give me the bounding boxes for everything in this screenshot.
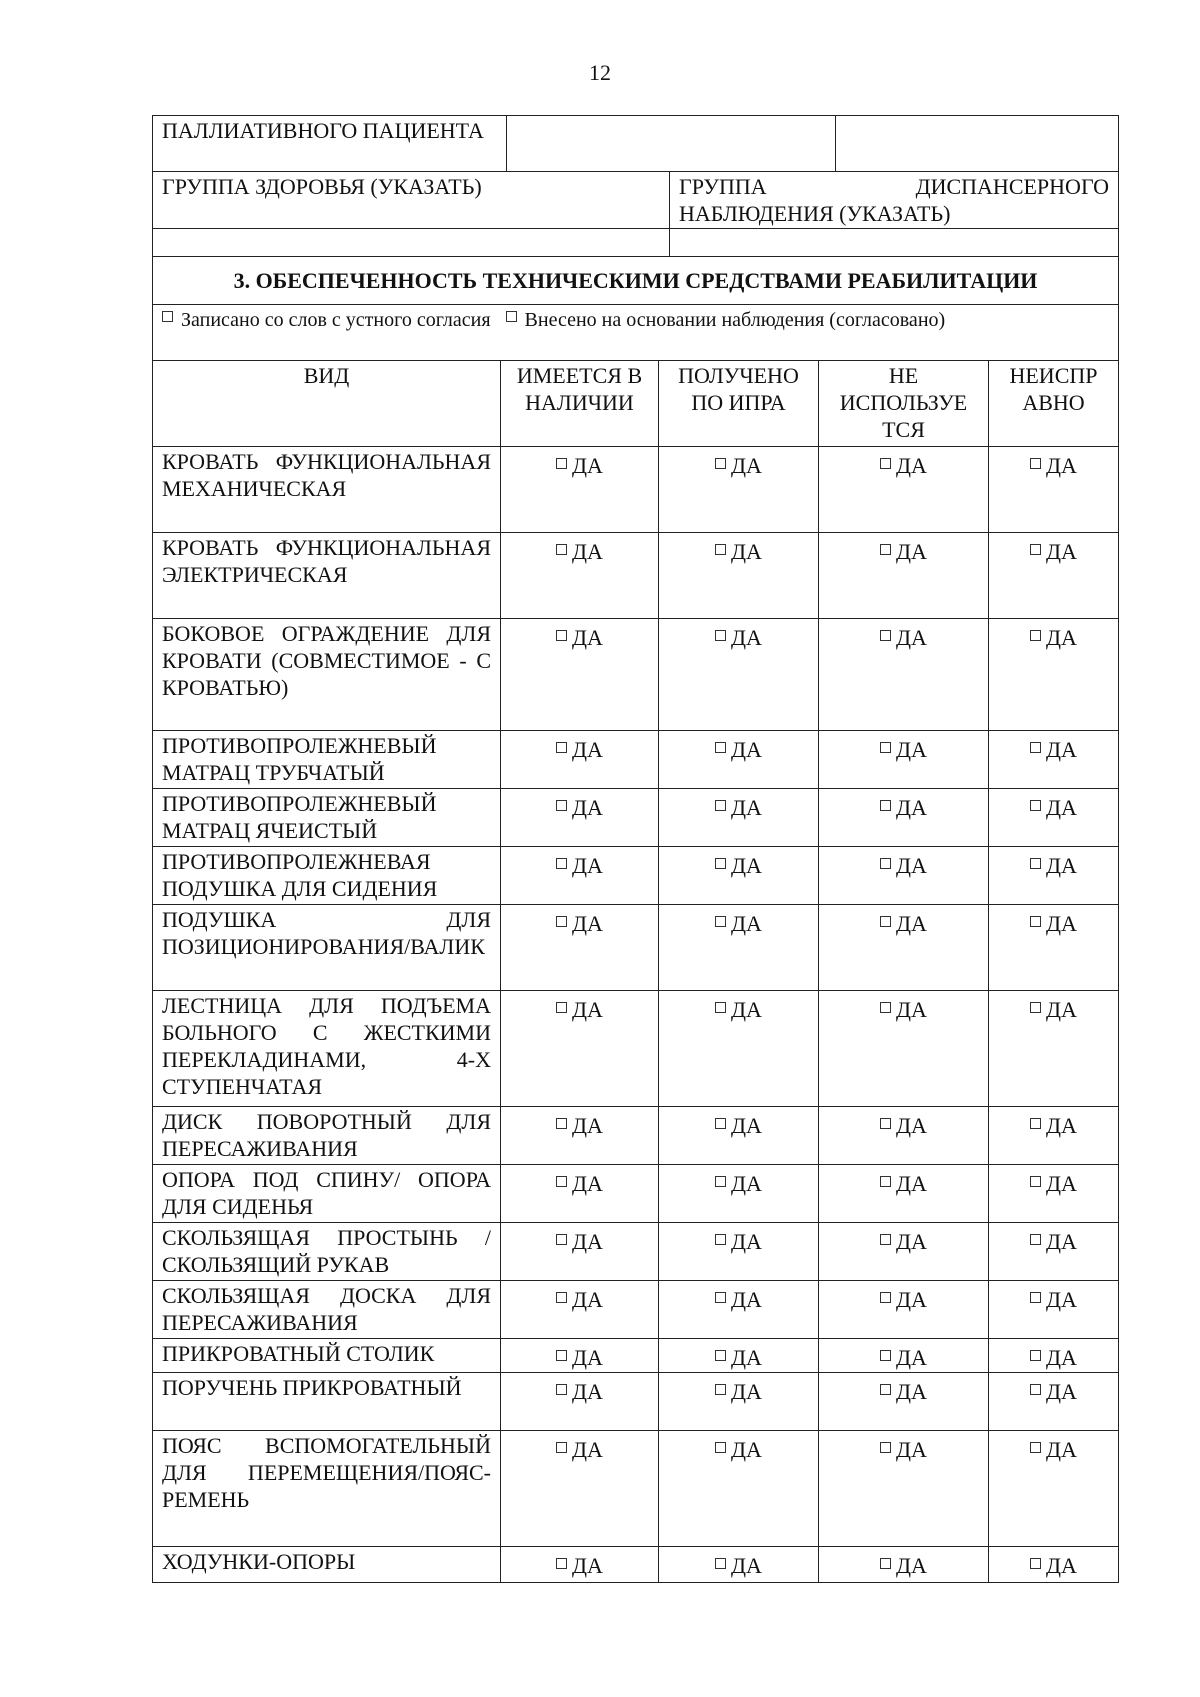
checkbox-received-ipra[interactable]: [715, 1234, 726, 1245]
cell-available: [501, 1281, 659, 1339]
checkbox-received-ipra[interactable]: [715, 544, 726, 555]
equipment-name: ПРОТИВОПРОЛЕЖНЕВАЯ ПОДУШКА ДЛЯ СИДЕНИЯ: [153, 847, 501, 905]
checkbox-label: ДА: [572, 795, 603, 820]
checkbox-label: ДА: [572, 1287, 603, 1312]
checkbox-broken[interactable]: [1030, 630, 1041, 641]
cell-received-ipra: [659, 1281, 819, 1339]
checkbox-not-used[interactable]: [880, 858, 891, 869]
checkbox-received-ipra[interactable]: [715, 1176, 726, 1187]
checkbox-label: ДА: [731, 1553, 762, 1578]
cell-available: [501, 1547, 659, 1583]
checkbox-received-ipra[interactable]: [715, 742, 726, 753]
header-broken: НЕИСПР АВНО: [989, 361, 1119, 447]
cell-received-ipra: [659, 1373, 819, 1431]
palliative-patient-field[interactable]: [507, 116, 836, 172]
checkbox-not-used[interactable]: [880, 1384, 891, 1395]
checkbox-received-ipra[interactable]: [715, 1118, 726, 1129]
cell-received-ipra: [659, 1107, 819, 1165]
cell-received-ipra: [659, 991, 819, 1107]
checkbox-label: ДА: [572, 997, 603, 1022]
table-row: [153, 905, 1119, 991]
cell-broken: [989, 619, 1119, 731]
checkbox-available[interactable]: [556, 1384, 567, 1395]
checkbox-label: ДА: [896, 453, 927, 478]
checkbox-available[interactable]: [556, 916, 567, 927]
checkbox-label: ДА: [731, 737, 762, 762]
checkbox-label: ДА: [1046, 1379, 1077, 1404]
checkbox-available[interactable]: [556, 800, 567, 811]
checkbox-broken[interactable]: [1030, 1118, 1041, 1129]
cell-not-used: [819, 1107, 989, 1165]
checkbox-not-used[interactable]: [880, 1002, 891, 1013]
checkbox-available[interactable]: [556, 1234, 567, 1245]
checkbox-label: ДА: [731, 795, 762, 820]
checkbox-received-ipra[interactable]: [715, 1002, 726, 1013]
page-number: 12: [589, 60, 611, 85]
cell-received-ipra: [659, 619, 819, 731]
table-header-row: [153, 361, 1119, 447]
checkbox-received-ipra[interactable]: [715, 1350, 726, 1361]
checkbox-label: ДА: [1046, 911, 1077, 936]
table-row: [153, 731, 1119, 789]
checkbox-label: ДА: [1046, 1113, 1077, 1138]
checkbox-label: ДА: [731, 1379, 762, 1404]
checkbox-broken[interactable]: [1030, 1234, 1041, 1245]
checkbox-available[interactable]: [556, 1118, 567, 1129]
checkbox-label: ДА: [731, 453, 762, 478]
cell-available: [501, 905, 659, 991]
consent-observation-checkbox[interactable]: [506, 311, 517, 322]
cell-not-used: [819, 1165, 989, 1223]
checkbox-label: ДА: [1046, 1437, 1077, 1462]
cell-available: [501, 1223, 659, 1281]
checkbox-available[interactable]: [556, 1002, 567, 1013]
checkbox-label: ДА: [1046, 1553, 1077, 1578]
palliative-patient-label: ПАЛЛИАТИВНОГО ПАЦИЕНТА: [153, 116, 507, 172]
checkbox-available[interactable]: [556, 630, 567, 641]
cell-received-ipra: [659, 1431, 819, 1547]
checkbox-available[interactable]: [556, 1558, 567, 1569]
cell-not-used: [819, 533, 989, 619]
cell-broken: [989, 1281, 1119, 1339]
checkbox-label: ДА: [572, 1113, 603, 1138]
cell-not-used: [819, 789, 989, 847]
checkbox-label: ДА: [896, 795, 927, 820]
checkbox-label: ДА: [896, 1379, 927, 1404]
checkbox-label: ДА: [896, 1437, 927, 1462]
checkbox-label: ДА: [1046, 1229, 1077, 1254]
checkbox-label: ДА: [731, 1287, 762, 1312]
checkbox-label: ДА: [572, 737, 603, 762]
checkbox-label: ДА: [572, 1437, 603, 1462]
equipment-name: БОКОВОЕ ОГРАЖДЕНИЕ ДЛЯ КРОВАТИ (СОВМЕСТИМОЕ - С КРОВАТЬЮ): [153, 619, 501, 731]
checkbox-broken[interactable]: [1030, 1002, 1041, 1013]
table-row: [153, 1547, 1119, 1583]
header-available: ИМЕЕТСЯ В НАЛИЧИИ: [501, 361, 659, 447]
checkbox-broken[interactable]: [1030, 1558, 1041, 1569]
cell-received-ipra: [659, 533, 819, 619]
checkbox-label: ДА: [896, 911, 927, 936]
checkbox-label: ДА: [731, 625, 762, 650]
checkbox-received-ipra[interactable]: [715, 858, 726, 869]
equipment-name: ПОДУШКА ДЛЯ ПОЗИЦИОНИРОВАНИЯ/ВАЛИК: [153, 905, 501, 991]
palliative-patient-extra-field[interactable]: [836, 116, 1119, 172]
checkbox-label: ДА: [572, 1379, 603, 1404]
header-type: ВИД: [153, 361, 501, 447]
cell-received-ipra: [659, 447, 819, 533]
checkbox-not-used[interactable]: [880, 1234, 891, 1245]
table-row: [153, 1431, 1119, 1547]
table-row: [153, 1107, 1119, 1165]
checkbox-label: ДА: [731, 997, 762, 1022]
table-row: [153, 447, 1119, 533]
equipment-name: КРОВАТЬ ФУНКЦИОНАЛЬНАЯ ЭЛЕКТРИЧЕСКАЯ: [153, 533, 501, 619]
checkbox-label: ДА: [731, 1113, 762, 1138]
checkbox-not-used[interactable]: [880, 916, 891, 927]
checkbox-broken[interactable]: [1030, 916, 1041, 927]
checkbox-available[interactable]: [556, 458, 567, 469]
cell-available: [501, 847, 659, 905]
cell-received-ipra: [659, 731, 819, 789]
checkbox-label: ДА: [896, 737, 927, 762]
equipment-name: ПРИКРОВАТНЫЙ СТОЛИК: [153, 1339, 501, 1373]
checkbox-label: ДА: [1046, 737, 1077, 762]
health-group-field[interactable]: [153, 229, 670, 257]
checkbox-label: ДА: [896, 853, 927, 878]
cell-available: [501, 1339, 659, 1373]
checkbox-broken[interactable]: [1030, 1442, 1041, 1453]
checkbox-received-ipra[interactable]: [715, 1558, 726, 1569]
checkbox-label: ДА: [731, 1437, 762, 1462]
checkbox-available[interactable]: [556, 1176, 567, 1187]
cell-not-used: [819, 1339, 989, 1373]
cell-broken: [989, 905, 1119, 991]
cell-received-ipra: [659, 905, 819, 991]
checkbox-broken[interactable]: [1030, 544, 1041, 555]
consent-observation-label: Внесено на основании наблюдения (согласовано): [524, 309, 946, 331]
checkbox-broken[interactable]: [1030, 742, 1041, 753]
checkbox-label: ДА: [572, 911, 603, 936]
checkbox-label: ДА: [1046, 1171, 1077, 1196]
cell-broken: [989, 991, 1119, 1107]
cell-broken: [989, 789, 1119, 847]
equipment-name: ДИСК ПОВОРОТНЫЙ ДЛЯ ПЕРЕСАЖИВАНИЯ: [153, 1107, 501, 1165]
checkbox-not-used[interactable]: [880, 1442, 891, 1453]
rehab-means-table: [152, 257, 1119, 1583]
checkbox-broken[interactable]: [1030, 800, 1041, 811]
checkbox-label: ДА: [1046, 853, 1077, 878]
section-title: 3. ОБЕСПЕЧЕННОСТЬ ТЕХНИЧЕСКИМИ СРЕДСТВАМИ РЕАБИЛИТАЦИИ: [153, 257, 1119, 305]
cell-not-used: [819, 905, 989, 991]
checkbox-label: ДА: [896, 997, 927, 1022]
checkbox-not-used[interactable]: [880, 1118, 891, 1129]
cell-available: [501, 1107, 659, 1165]
table-row: [153, 789, 1119, 847]
consent-oral-checkbox[interactable]: [162, 311, 173, 322]
checkbox-not-used[interactable]: [880, 1350, 891, 1361]
checkbox-label: ДА: [572, 539, 603, 564]
table-row: [153, 1223, 1119, 1281]
table-row: [153, 619, 1119, 731]
checkbox-label: ДА: [896, 1113, 927, 1138]
equipment-name: ПРОТИВОПРОЛЕЖНЕВЫЙ МАТРАЦ ТРУБЧАТЫЙ: [153, 731, 501, 789]
cell-broken: [989, 1339, 1119, 1373]
checkbox-label: ДА: [572, 853, 603, 878]
cell-received-ipra: [659, 1165, 819, 1223]
checkbox-available[interactable]: [556, 1442, 567, 1453]
cell-received-ipra: [659, 1223, 819, 1281]
consent-row: [153, 305, 1119, 361]
header-received-ipra: ПОЛУЧЕНО ПО ИПРА: [659, 361, 819, 447]
cell-not-used: [819, 1281, 989, 1339]
cell-broken: [989, 731, 1119, 789]
cell-available: [501, 1165, 659, 1223]
cell-available: [501, 1373, 659, 1431]
cell-not-used: [819, 619, 989, 731]
equipment-name: КРОВАТЬ ФУНКЦИОНАЛЬНАЯ МЕХАНИЧЕСКАЯ: [153, 447, 501, 533]
checkbox-label: ДА: [572, 1345, 603, 1370]
table-row: [153, 991, 1119, 1107]
checkbox-label: ДА: [731, 1229, 762, 1254]
document-body: [152, 115, 1118, 1583]
checkbox-label: ДА: [572, 1171, 603, 1196]
dispensary-group-label: ГРУППА ДИСПАНСЕРНОГО НАБЛЮДЕНИЯ (УКАЗАТЬ): [670, 172, 1119, 229]
checkbox-not-used[interactable]: [880, 742, 891, 753]
checkbox-not-used[interactable]: [880, 630, 891, 641]
cell-received-ipra: [659, 1547, 819, 1583]
dispensary-group-field[interactable]: [670, 229, 1119, 257]
checkbox-label: ДА: [572, 453, 603, 478]
cell-available: [501, 619, 659, 731]
cell-not-used: [819, 447, 989, 533]
checkbox-label: ДА: [1046, 795, 1077, 820]
table-row: [153, 1165, 1119, 1223]
checkbox-available[interactable]: [556, 544, 567, 555]
cell-not-used: [819, 1373, 989, 1431]
cell-broken: [989, 1165, 1119, 1223]
cell-not-used: [819, 847, 989, 905]
checkbox-available[interactable]: [556, 1292, 567, 1303]
checkbox-label: ДА: [731, 853, 762, 878]
equipment-name: СКОЛЬЗЯЩАЯ ДОСКА ДЛЯ ПЕРЕСАЖИВАНИЯ: [153, 1281, 501, 1339]
cell-not-used: [819, 991, 989, 1107]
cell-broken: [989, 1107, 1119, 1165]
checkbox-label: ДА: [1046, 997, 1077, 1022]
checkbox-available[interactable]: [556, 858, 567, 869]
cell-available: [501, 789, 659, 847]
checkbox-not-used[interactable]: [880, 1558, 891, 1569]
cell-available: [501, 991, 659, 1107]
header-not-used: НЕ ИСПОЛЬЗУЕ ТСЯ: [819, 361, 989, 447]
checkbox-broken[interactable]: [1030, 858, 1041, 869]
cell-not-used: [819, 731, 989, 789]
checkbox-not-used[interactable]: [880, 544, 891, 555]
checkbox-broken[interactable]: [1030, 1176, 1041, 1187]
cell-broken: [989, 847, 1119, 905]
checkbox-available[interactable]: [556, 742, 567, 753]
checkbox-available[interactable]: [556, 1350, 567, 1361]
cell-received-ipra: [659, 847, 819, 905]
cell-not-used: [819, 1431, 989, 1547]
checkbox-label: ДА: [896, 1229, 927, 1254]
checkbox-label: ДА: [896, 1345, 927, 1370]
checkbox-received-ipra[interactable]: [715, 916, 726, 927]
checkbox-broken[interactable]: [1030, 458, 1041, 469]
cell-not-used: [819, 1223, 989, 1281]
checkbox-received-ipra[interactable]: [715, 630, 726, 641]
cell-broken: [989, 1223, 1119, 1281]
table-row: [153, 533, 1119, 619]
checkbox-not-used[interactable]: [880, 1176, 891, 1187]
checkbox-not-used[interactable]: [880, 800, 891, 811]
checkbox-label: ДА: [1046, 1345, 1077, 1370]
checkbox-label: ДА: [731, 1345, 762, 1370]
checkbox-label: ДА: [1046, 453, 1077, 478]
checkbox-received-ipra[interactable]: [715, 1384, 726, 1395]
checkbox-label: ДА: [1046, 1287, 1077, 1312]
table-row: [153, 1281, 1119, 1339]
checkbox-broken[interactable]: [1030, 1350, 1041, 1361]
checkbox-label: ДА: [572, 625, 603, 650]
equipment-name: ПОРУЧЕНЬ ПРИКРОВАТНЫЙ: [153, 1373, 501, 1431]
equipment-rows: [153, 447, 1119, 1583]
cell-broken: [989, 1431, 1119, 1547]
equipment-name: ОПОРА ПОД СПИНУ/ ОПОРА ДЛЯ СИДЕНЬЯ: [153, 1165, 501, 1223]
checkbox-label: ДА: [1046, 539, 1077, 564]
cell-broken: [989, 533, 1119, 619]
cell-broken: [989, 1547, 1119, 1583]
equipment-name: ЛЕСТНИЦА ДЛЯ ПОДЪЕМА БОЛЬНОГО С ЖЕСТКИМИ ПЕРЕКЛАДИНАМИ, 4-Х СТУПЕНЧАТАЯ: [153, 991, 501, 1107]
checkbox-received-ipra[interactable]: [715, 458, 726, 469]
checkbox-label: ДА: [896, 1553, 927, 1578]
checkbox-received-ipra[interactable]: [715, 800, 726, 811]
cell-not-used: [819, 1547, 989, 1583]
cell-broken: [989, 1373, 1119, 1431]
checkbox-label: ДА: [572, 1553, 603, 1578]
checkbox-label: ДА: [731, 1171, 762, 1196]
cell-broken: [989, 447, 1119, 533]
cell-available: [501, 533, 659, 619]
cell-received-ipra: [659, 789, 819, 847]
equipment-name: СКОЛЬЗЯЩАЯ ПРОСТЫНЬ /СКОЛЬЗЯЩИЙ РУКАВ: [153, 1223, 501, 1281]
consent-oral-label: Записано со слов с устного согласия: [181, 309, 491, 331]
checkbox-label: ДА: [731, 539, 762, 564]
checkbox-received-ipra[interactable]: [715, 1292, 726, 1303]
table-row: [153, 1373, 1119, 1431]
cell-available: [501, 447, 659, 533]
checkbox-label: ДА: [896, 1287, 927, 1312]
checkbox-not-used[interactable]: [880, 458, 891, 469]
equipment-name: ПРОТИВОПРОЛЕЖНЕВЫЙ МАТРАЦ ЯЧЕИСТЫЙ: [153, 789, 501, 847]
checkbox-label: ДА: [896, 625, 927, 650]
table-row: [153, 847, 1119, 905]
checkbox-label: ДА: [896, 539, 927, 564]
checkbox-label: ДА: [572, 1229, 603, 1254]
checkbox-not-used[interactable]: [880, 1292, 891, 1303]
cell-received-ipra: [659, 1339, 819, 1373]
equipment-name: ХОДУНКИ-ОПОРЫ: [153, 1547, 501, 1583]
checkbox-received-ipra[interactable]: [715, 1442, 726, 1453]
checkbox-label: ДА: [896, 1171, 927, 1196]
checkbox-broken[interactable]: [1030, 1292, 1041, 1303]
health-group-label: ГРУППА ЗДОРОВЬЯ (УКАЗАТЬ): [153, 172, 670, 229]
checkbox-label: ДА: [1046, 625, 1077, 650]
equipment-name: ПОЯС ВСПОМОГАТЕЛЬНЫЙ ДЛЯ ПЕРЕМЕЩЕНИЯ/ПОЯС-РЕМЕНЬ: [153, 1431, 501, 1547]
checkbox-label: ДА: [731, 911, 762, 936]
table-row: [153, 1339, 1119, 1373]
cell-available: [501, 731, 659, 789]
checkbox-broken[interactable]: [1030, 1384, 1041, 1395]
patient-info-table: [152, 115, 1119, 257]
cell-available: [501, 1431, 659, 1547]
